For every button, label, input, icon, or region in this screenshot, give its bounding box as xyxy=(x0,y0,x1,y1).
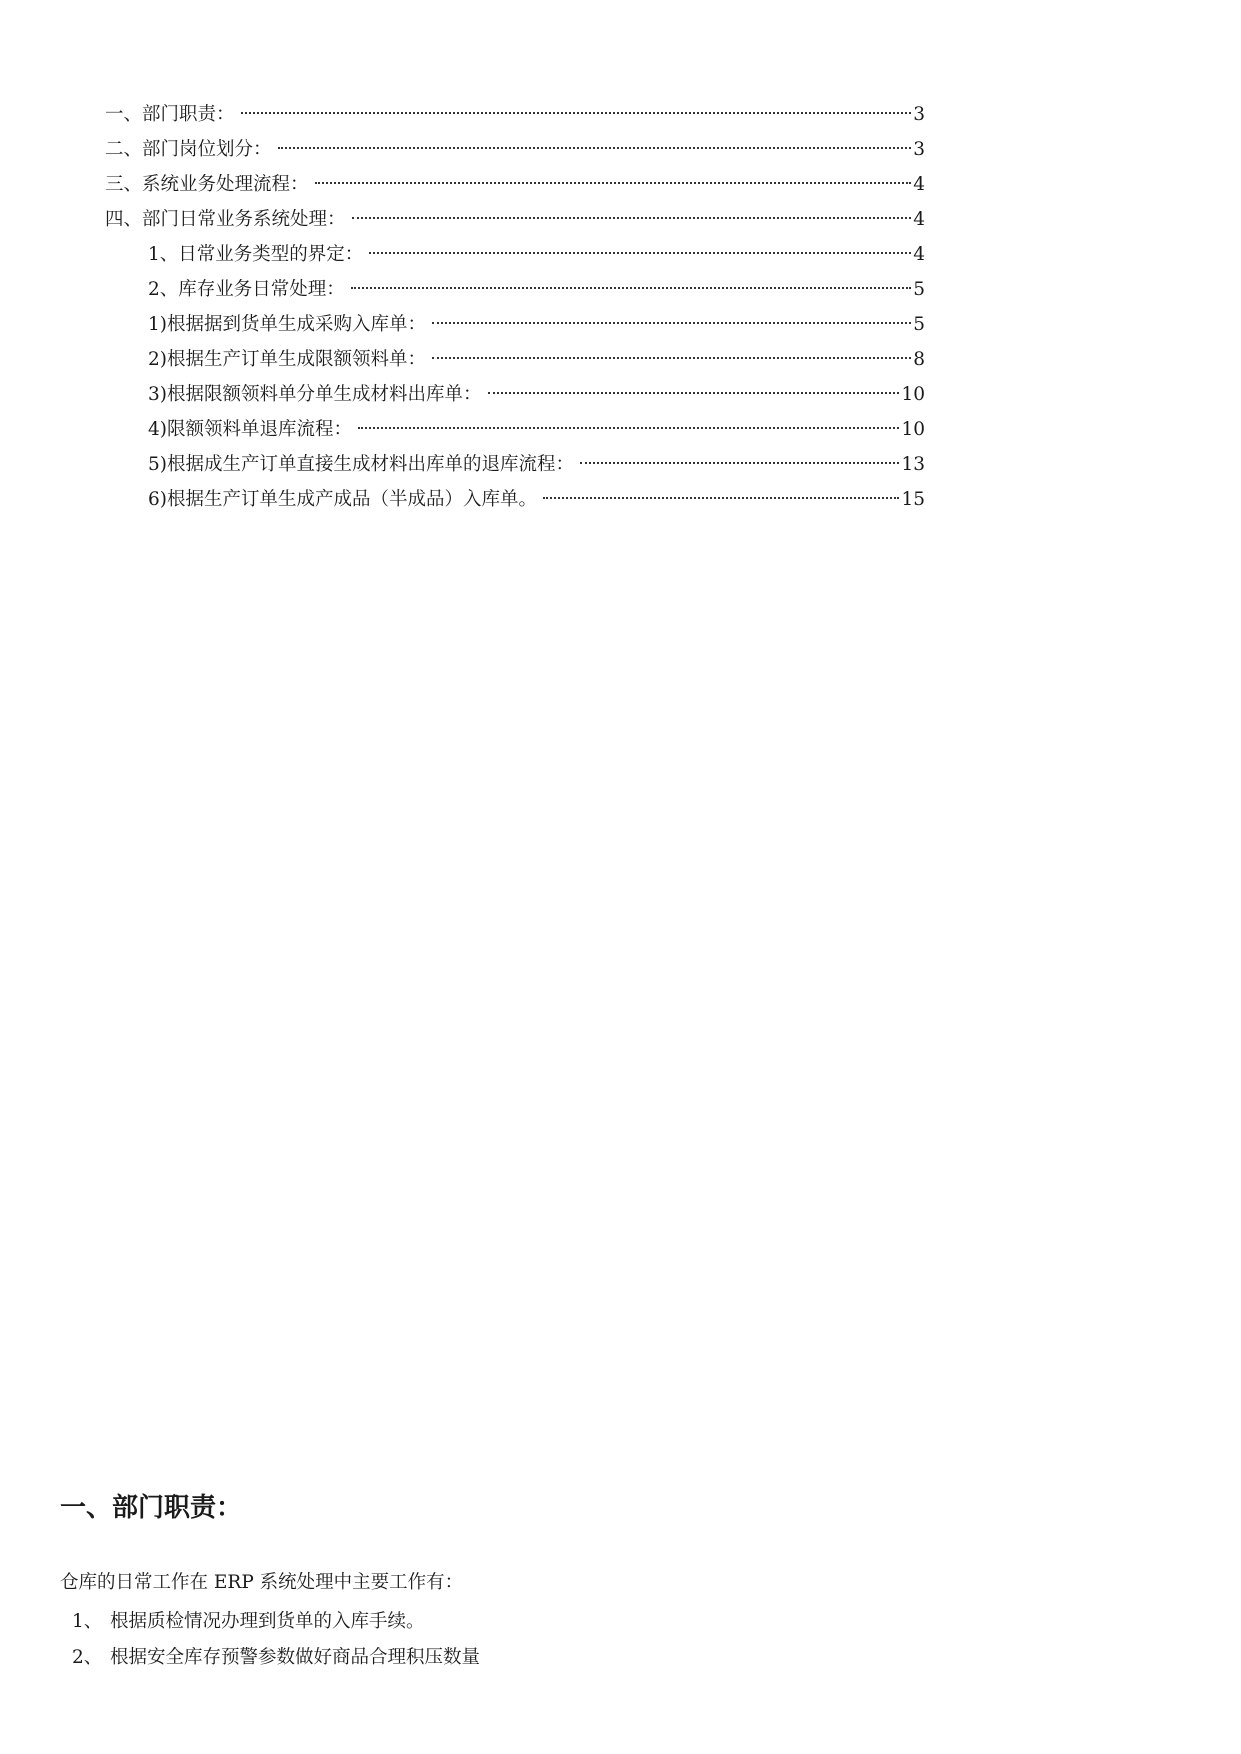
toc-dot-leader xyxy=(432,322,911,324)
toc-entry-page: 8 xyxy=(913,349,925,370)
toc-entry-page: 10 xyxy=(901,384,925,405)
toc-entry-page: 4 xyxy=(913,244,925,265)
toc-entry-label: 一、部门职责： xyxy=(105,104,235,125)
toc-entry[interactable] xyxy=(148,485,925,515)
toc-dot-leader xyxy=(241,112,912,114)
toc-dot-leader xyxy=(351,287,911,289)
toc-entry-page: 4 xyxy=(913,209,925,230)
toc-dot-leader xyxy=(352,217,912,219)
toc-entry-page: 13 xyxy=(901,454,925,475)
list-item-number: 2、 xyxy=(72,1647,103,1668)
toc-entry-label: 二、部门岗位划分： xyxy=(105,139,272,160)
toc-entry[interactable] xyxy=(148,310,925,340)
toc-entry-page: 3 xyxy=(913,104,925,125)
toc-entry-label: 四、部门日常业务系统处理： xyxy=(105,209,346,230)
list-item xyxy=(72,1604,480,1640)
list-item xyxy=(72,1640,480,1676)
toc-entry-label: 1、日常业务类型的界定： xyxy=(148,244,364,265)
toc-dot-leader xyxy=(580,462,899,464)
toc-entry[interactable] xyxy=(105,135,925,165)
list-item-text: 根据质检情况办理到货单的入库手续。 xyxy=(110,1611,425,1632)
toc-entry-label: 6)根据生产订单生成产成品（半成品）入库单。 xyxy=(148,489,537,510)
toc-dot-leader xyxy=(278,147,912,149)
toc-entry[interactable] xyxy=(105,205,925,235)
toc-entry-label: 2、库存业务日常处理： xyxy=(148,279,345,300)
toc-dot-leader xyxy=(432,357,911,359)
toc-dot-leader xyxy=(543,497,899,499)
section-heading: 一、部门职责： xyxy=(60,1493,243,1523)
toc-dot-leader xyxy=(369,252,911,254)
toc-entry-page: 4 xyxy=(913,174,925,195)
toc-entry-label: 3)根据限额领料单分单生成材料出库单： xyxy=(148,384,482,405)
toc-entry[interactable] xyxy=(148,380,925,410)
toc-entry[interactable] xyxy=(148,240,925,270)
toc-entry-page: 10 xyxy=(901,419,925,440)
duty-list xyxy=(72,1604,480,1676)
toc-entry-page: 3 xyxy=(913,139,925,160)
section-intro: 仓库的日常工作在 ERP 系统处理中主要工作有： xyxy=(60,1572,464,1593)
toc-entry-page: 5 xyxy=(913,279,925,300)
toc-dot-leader xyxy=(358,427,899,429)
toc-entry[interactable] xyxy=(148,345,925,375)
toc-entry-page: 15 xyxy=(901,489,925,510)
toc-entry-label: 2)根据生产订单生成限额领料单： xyxy=(148,349,426,370)
list-item-number: 1、 xyxy=(72,1611,103,1632)
toc-entry-label: 三、系统业务处理流程： xyxy=(105,174,309,195)
list-item-text: 根据安全库存预警参数做好商品合理积压数量 xyxy=(110,1647,481,1668)
toc-entry[interactable] xyxy=(105,170,925,200)
toc-entry-label: 4)限额领料单退库流程： xyxy=(148,419,352,440)
toc-dot-leader xyxy=(488,392,900,394)
toc-entry-page: 5 xyxy=(913,314,925,335)
toc-entry[interactable] xyxy=(148,450,925,480)
toc-entry[interactable] xyxy=(105,100,925,130)
toc-entry-label: 5)根据成生产订单直接生成材料出库单的退库流程： xyxy=(148,454,574,475)
toc-entry[interactable] xyxy=(148,275,925,305)
toc-dot-leader xyxy=(315,182,912,184)
toc-entry-label: 1)根据据到货单生成采购入库单： xyxy=(148,314,426,335)
toc-entry[interactable] xyxy=(148,415,925,445)
